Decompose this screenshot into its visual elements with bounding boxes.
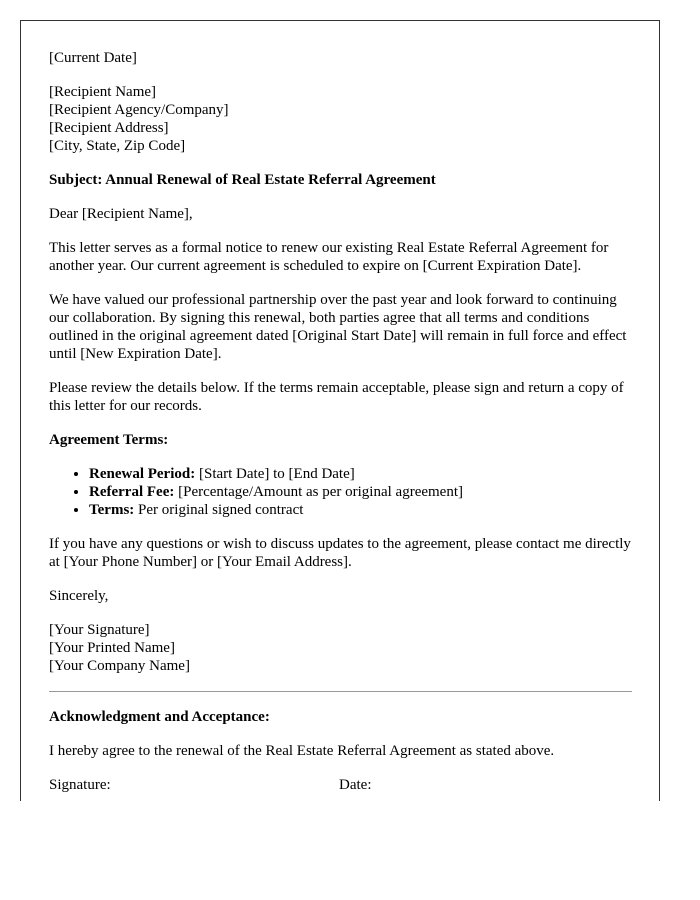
sender-block: [49, 621, 634, 675]
section-divider: [49, 691, 632, 692]
paragraph-partnership: We have valued our professional partnership over the past year and look forward to continuing our collaboration. By signing this renewal, both parties agree that all terms and conditions outlined in the original agreement dated [Original Start Date] will remain in full force and effect until [New Expiration Date].: [49, 292, 627, 362]
recipient-address: [Recipient Address]: [49, 120, 169, 136]
date-block: [49, 49, 634, 67]
term-label: Renewal Period:: [89, 466, 196, 482]
paragraph-contact: If you have any questions or wish to discuss updates to the agreement, please contact me directly at [Your Phone Number] or [Your Email Address].: [49, 536, 631, 570]
term-item-referral-fee: [89, 483, 634, 501]
term-label: Terms:: [89, 502, 135, 518]
term-value: Per original signed contract: [134, 502, 304, 518]
sender-company: [Your Company Name]: [49, 658, 190, 674]
closing: Sincerely,: [49, 588, 109, 604]
acknowledgment-text: I hereby agree to the renewal of the Real Estate Referral Agreement as stated above.: [49, 743, 555, 759]
date-label: Date:: [339, 777, 372, 793]
terms-list: [49, 465, 634, 519]
letter-page: [20, 20, 660, 801]
sender-signature: [Your Signature]: [49, 622, 150, 638]
term-value: [Percentage/Amount as per original agreement]: [174, 484, 463, 500]
paragraph-renewal-notice: This letter serves as a formal notice to renew our existing Real Estate Referral Agreement for another year. Our current agreement is scheduled to expire on [Current Expiration Date].: [49, 240, 609, 274]
subject-line: Subject: Annual Renewal of Real Estate Referral Agreement: [49, 172, 436, 188]
signature-row: [49, 776, 634, 794]
current-date: [Current Date]: [49, 50, 137, 66]
terms-heading: Agreement Terms:: [49, 432, 169, 448]
recipient-city-state-zip: [City, State, Zip Code]: [49, 138, 186, 154]
term-item-renewal-period: [89, 465, 634, 483]
recipient-agency: [Recipient Agency/Company]: [49, 102, 229, 118]
letter-content: [49, 49, 634, 794]
paragraph-review: Please review the details below. If the terms remain acceptable, please sign and return a copy of this letter for our records.: [49, 380, 624, 414]
salutation: Dear [Recipient Name],: [49, 206, 193, 222]
term-item-terms: [89, 501, 634, 519]
term-value: [Start Date] to [End Date]: [195, 466, 355, 482]
recipient-block: [49, 83, 634, 155]
recipient-name: [Recipient Name]: [49, 84, 157, 100]
term-label: Referral Fee:: [89, 484, 175, 500]
sender-printed-name: [Your Printed Name]: [49, 640, 175, 656]
signature-label: Signature:: [49, 777, 111, 793]
acknowledgment-heading: Acknowledgment and Acceptance:: [49, 709, 270, 725]
